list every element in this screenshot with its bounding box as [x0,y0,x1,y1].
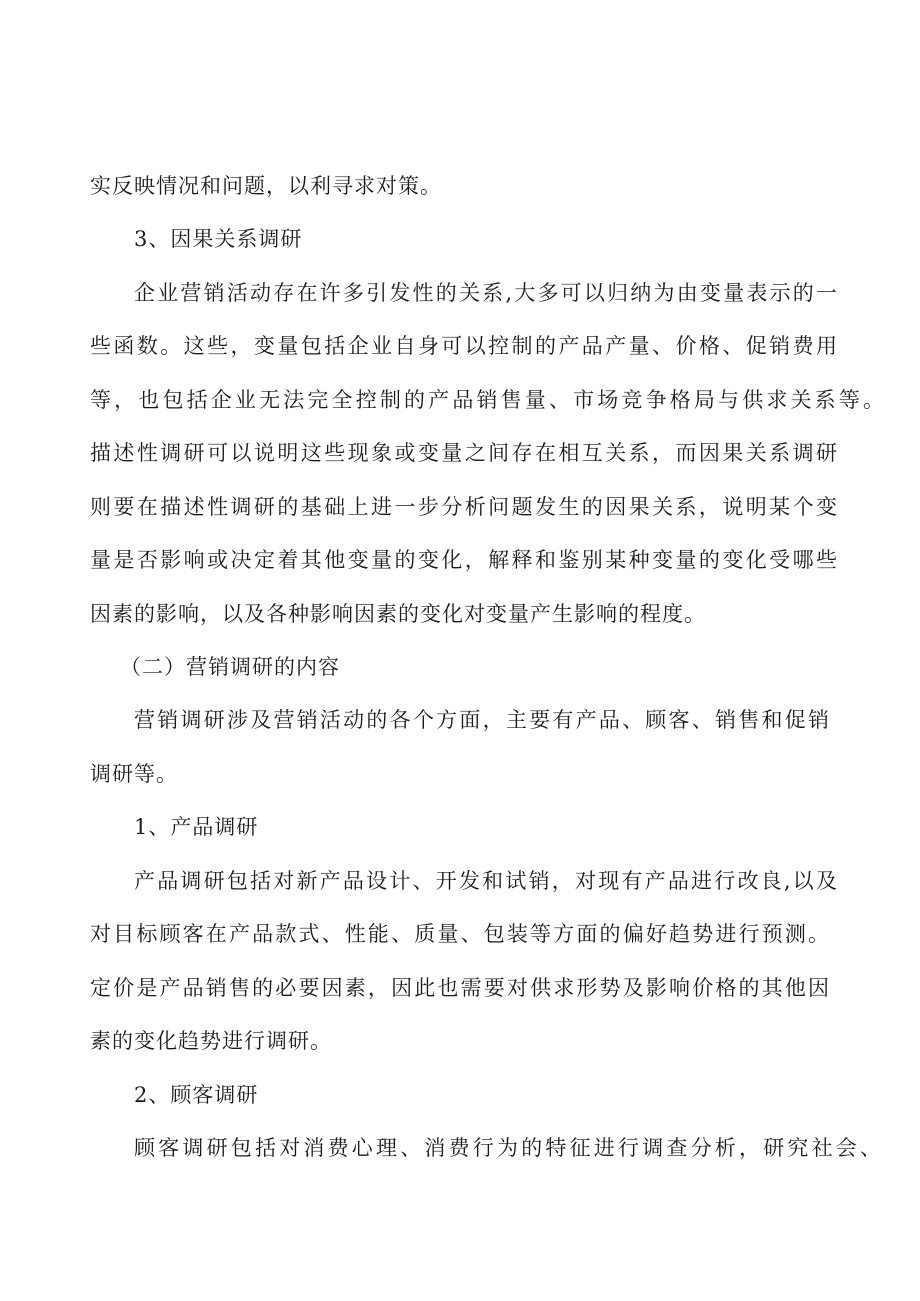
paragraph-line: 实反映情况和问题，以利寻求对策。 [90,174,442,198]
paragraph-line: 素的变化趋势进行调研。 [90,1029,332,1053]
section-heading: 1、产品调研 [134,815,259,839]
paragraph-line: 则要在描述性调研的基础上进一步分析问题发生的因果关系，说明某个变 [90,495,838,519]
paragraph-line: 企业营销活动存在许多引发性的关系,大多可以归纳为由变量表示的一 [134,281,838,305]
section-heading: 2、顾客调研 [134,1083,259,1107]
paragraph-line: 顾客调研包括对消费心理、消费行为的特征进行调查分析，研究社会、 [134,1136,882,1160]
section-heading: （二）营销调研的内容 [120,655,340,679]
paragraph-line: 对目标顾客在产品款式、性能、质量、包装等方面的偏好趋势进行预测。 [90,922,830,946]
paragraph-line: 描述性调研可以说明这些现象或变量之间存在相互关系，而因果关系调研 [90,441,838,465]
paragraph-line: 定价是产品销售的必要因素，因此也需要对供求形势及影响价格的其他因 [90,976,830,1000]
paragraph-line: 等，也包括企业无法完全控制的产品销售量、市场竞争格局与供求关系等。 [90,388,885,412]
paragraph-line: 产品调研包括对新产品设计、开发和试销，对现有产品进行改良,以及 [134,869,838,893]
paragraph-line: 量是否影响或决定着其他变量的变化，解释和鉴别某种变量的变化受哪些 [90,548,838,572]
paragraph-line: 营销调研涉及营销活动的各个方面，主要有产品、顾客、销售和促销 [134,708,830,732]
section-heading: 3、因果关系调研 [134,227,303,251]
paragraph-line: 些函数。这些，变量包括企业自身可以控制的产品产量、价格、促销费用 [90,334,838,358]
paragraph-line: 调研等。 [90,762,178,786]
paragraph-line: 因素的影响，以及各种影响因素的变化对变量产生影响的程度。 [90,602,706,626]
